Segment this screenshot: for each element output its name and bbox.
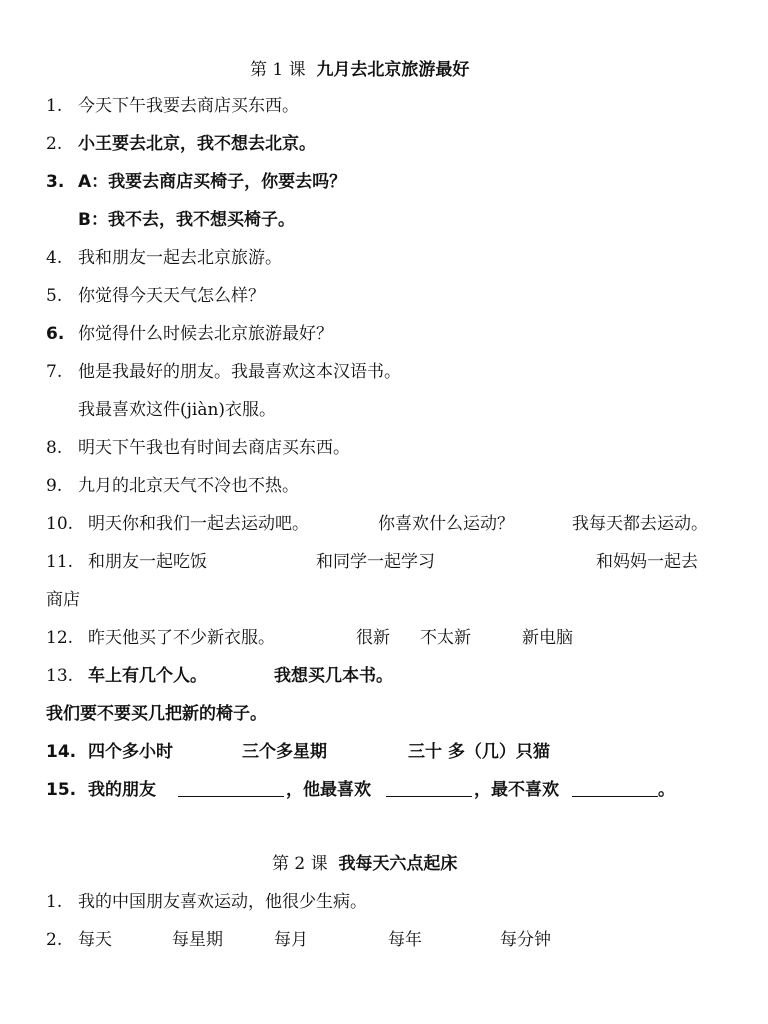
item-10-phrase-a: 明天你和我们一起去运动吧。 — [88, 514, 309, 534]
item-12-phrase-d: 新电脑 — [522, 628, 573, 648]
item-number: 8. — [46, 438, 63, 458]
item-text: 我和朋友一起去北京旅游。 — [78, 248, 282, 268]
list-item — [46, 284, 265, 308]
item-text: 九月的北京天气不冷也不热。 — [78, 476, 299, 496]
item-text: 我最喜欢这件(jiàn)衣服。 — [78, 400, 277, 420]
list-item — [46, 890, 367, 914]
blank-line-3[interactable] — [572, 796, 658, 797]
item-13-phrase-c: 我们要不要买几把新的椅子。 — [46, 704, 267, 724]
item-11-phrase-c: 和妈妈一起去 — [596, 552, 698, 572]
item-10-phrase-b: 你喜欢什么运动？ — [378, 514, 514, 534]
lesson-1-number: 第 1 课 — [250, 60, 306, 80]
list-item — [46, 170, 346, 194]
item-10-number: 10. — [46, 514, 74, 534]
lesson-2-number: 第 2 课 — [272, 854, 328, 874]
item-number: 6. — [46, 324, 65, 344]
item-text: 今天下午我要去商店买东西。 — [78, 96, 299, 116]
item-15-text-b: ，他最喜欢 — [286, 780, 371, 800]
item-11-number: 11. — [46, 552, 74, 572]
item-text: A：我要去商店买椅子，你要去吗？ — [78, 172, 347, 192]
item-11-phrase-d: 商店 — [46, 590, 80, 610]
item-14-phrase-a: 四个多小时 — [88, 742, 173, 762]
lesson-2-item-2-phrase-c: 每月 — [274, 930, 308, 950]
lesson-1-title: 九月去北京旅游最好 — [316, 60, 470, 80]
blank-line-2[interactable] — [386, 796, 472, 797]
item-number: 2. — [46, 134, 63, 154]
item-13-phrase-b: 我想买几本书。 — [274, 666, 393, 686]
item-text: 明天下午我也有时间去商店买东西。 — [78, 438, 350, 458]
item-text: 我的中国朋友喜欢运动，他很少生病。 — [78, 892, 367, 912]
list-item — [46, 360, 401, 384]
item-number: 1. — [46, 892, 63, 912]
item-14-phrase-b: 三个多星期 — [242, 742, 327, 762]
list-item — [46, 436, 350, 460]
item-13-phrase-a: 车上有几个人。 — [88, 666, 207, 686]
item-12-number: 12. — [46, 628, 74, 648]
item-number: 3. — [46, 172, 65, 192]
item-text: 你觉得今天天气怎么样？ — [78, 286, 265, 306]
list-item — [46, 246, 282, 270]
blank-line-1[interactable] — [178, 796, 284, 797]
item-11-phrase-a: 和朋友一起吃饭 — [88, 552, 207, 572]
item-14-number: 14. — [46, 742, 77, 762]
item-text: 他是我最好的朋友。我最喜欢这本汉语书。 — [78, 362, 401, 382]
list-item — [78, 398, 276, 422]
list-item — [46, 132, 316, 156]
lesson-2-item-2-phrase-d: 每年 — [388, 930, 422, 950]
list-item — [46, 322, 333, 346]
item-10-phrase-c: 我每天都去运动。 — [572, 514, 708, 534]
item-15-text-c: ，最不喜欢 — [474, 780, 559, 800]
item-11-phrase-b: 和同学一起学习 — [316, 552, 435, 572]
item-number: 5. — [46, 286, 63, 306]
item-text: 小王要去北京，我不想去北京。 — [78, 134, 316, 154]
lesson-2-heading — [272, 852, 457, 876]
item-14-phrase-c: 三十 多（几）只猫 — [408, 742, 550, 762]
lesson-2-item-2-phrase-e: 每分钟 — [500, 930, 551, 950]
lesson-2-item-2-phrase-a: 每天 — [78, 930, 112, 950]
item-text: B：我不去，我不想买椅子。 — [78, 210, 295, 230]
item-12-phrase-a: 昨天他买了不少新衣服。 — [88, 628, 275, 648]
item-number: 9. — [46, 476, 63, 496]
list-item — [78, 208, 295, 232]
item-number: 1. — [46, 96, 63, 116]
item-text: 你觉得什么时候去北京旅游最好？ — [78, 324, 333, 344]
lesson-2-title: 我每天六点起床 — [338, 854, 458, 874]
lesson-2-item-2-phrase-b: 每星期 — [172, 930, 223, 950]
lesson-2-item-2-number: 2. — [46, 930, 63, 950]
item-12-phrase-b: 很新 — [356, 628, 390, 648]
item-13-number: 13. — [46, 666, 74, 686]
lesson-1-heading — [250, 58, 469, 82]
item-12-phrase-c: 不太新 — [420, 628, 471, 648]
list-item — [46, 94, 299, 118]
list-item — [46, 474, 299, 498]
item-15-number: 15. — [46, 780, 77, 800]
item-15-text-d: 。 — [658, 780, 675, 800]
item-number: 4. — [46, 248, 63, 268]
item-number: 7. — [46, 362, 63, 382]
item-15-text-a: 我的朋友 — [88, 780, 156, 800]
